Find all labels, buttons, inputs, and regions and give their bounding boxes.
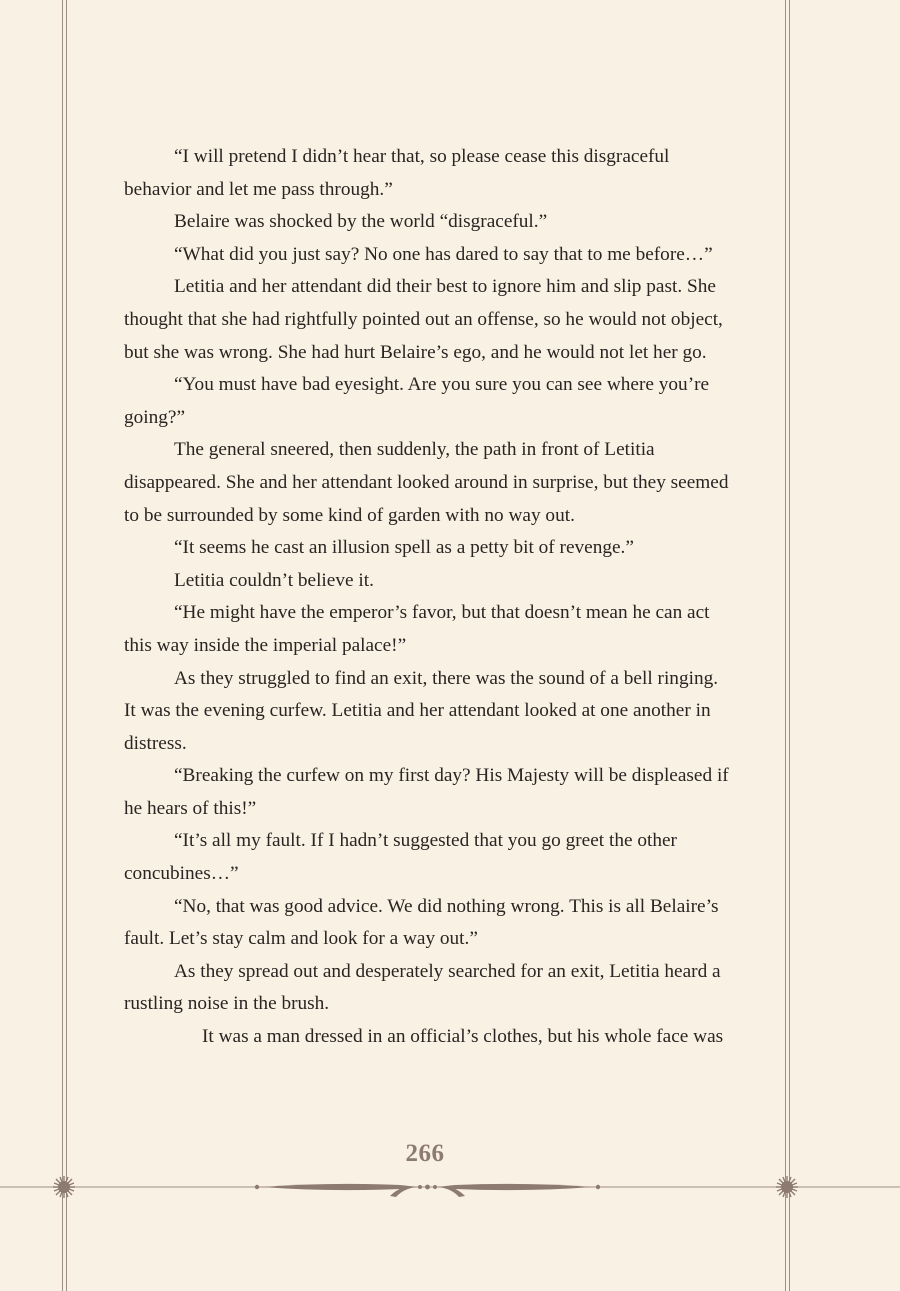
paragraph: The general sneered, then suddenly, the path in front of Letitia disappeared. She and her attendant looked around in surprise, but they seemed to be surrounded by some kind of garden with no way out. [124,439,729,526]
page-number: 266 [405,1140,445,1167]
right-sunburst-icon [776,1176,798,1198]
paragraph: “I will pretend I didn’t hear that, so please cease this disgraceful behavior and let me pass through.” [124,146,670,200]
paragraph: Belaire was shocked by the world “disgraceful.” [174,211,548,233]
paragraph: “No, that was good advice. We did nothing wrong. This is all Belaire’s fault. Let’s stay calm and look for a way out.” [124,895,719,950]
paragraph: “Breaking the curfew on my first day? His Majesty will be displeased if he hears of this!” [124,765,729,819]
left-border-line-outer [62,0,63,1291]
left-border-line-inner [66,0,67,1291]
paragraph: “It seems he cast an illusion spell as a petty bit of revenge.” [174,537,634,559]
footer-ornament [0,1160,900,1220]
center-flourish-icon [255,1184,600,1197]
paragraph: As they struggled to find an exit, there was the sound of a bell ringing. It was the evening curfew. Letitia and her attendant looked at one another in distress. [124,667,719,754]
paragraph: “It’s all my fault. If I hadn’t suggested that you go greet the other concubines…” [124,830,677,885]
page-body-text [124,141,734,1054]
left-sunburst-icon [53,1176,75,1198]
right-border-line-outer [789,0,790,1291]
paragraph: Letitia couldn’t believe it. [174,569,374,591]
right-border-line-inner [785,0,786,1291]
paragraph: It was a man dressed in an official’s clothes, but his whole face was [202,1026,724,1048]
paragraph: “He might have the emperor’s favor, but that doesn’t mean he can act this way inside the imperial palace!” [124,602,710,656]
paragraph: “What did you just say? No one has dared to say that to me before…” [174,243,713,265]
paragraph: “You must have bad eyesight. Are you sure you can see where you’re going?” [124,374,710,428]
paragraph: As they spread out and desperately searched for an exit, Letitia heard a rustling noise in the brush. [124,960,721,1015]
paragraph: Letitia and her attendant did their best to ignore him and slip past. She thought that she had rightfully pointed out an offense, so he would not object, but she was wrong. She had hurt Belaire’s ego, and he would not let her go. [124,276,723,363]
